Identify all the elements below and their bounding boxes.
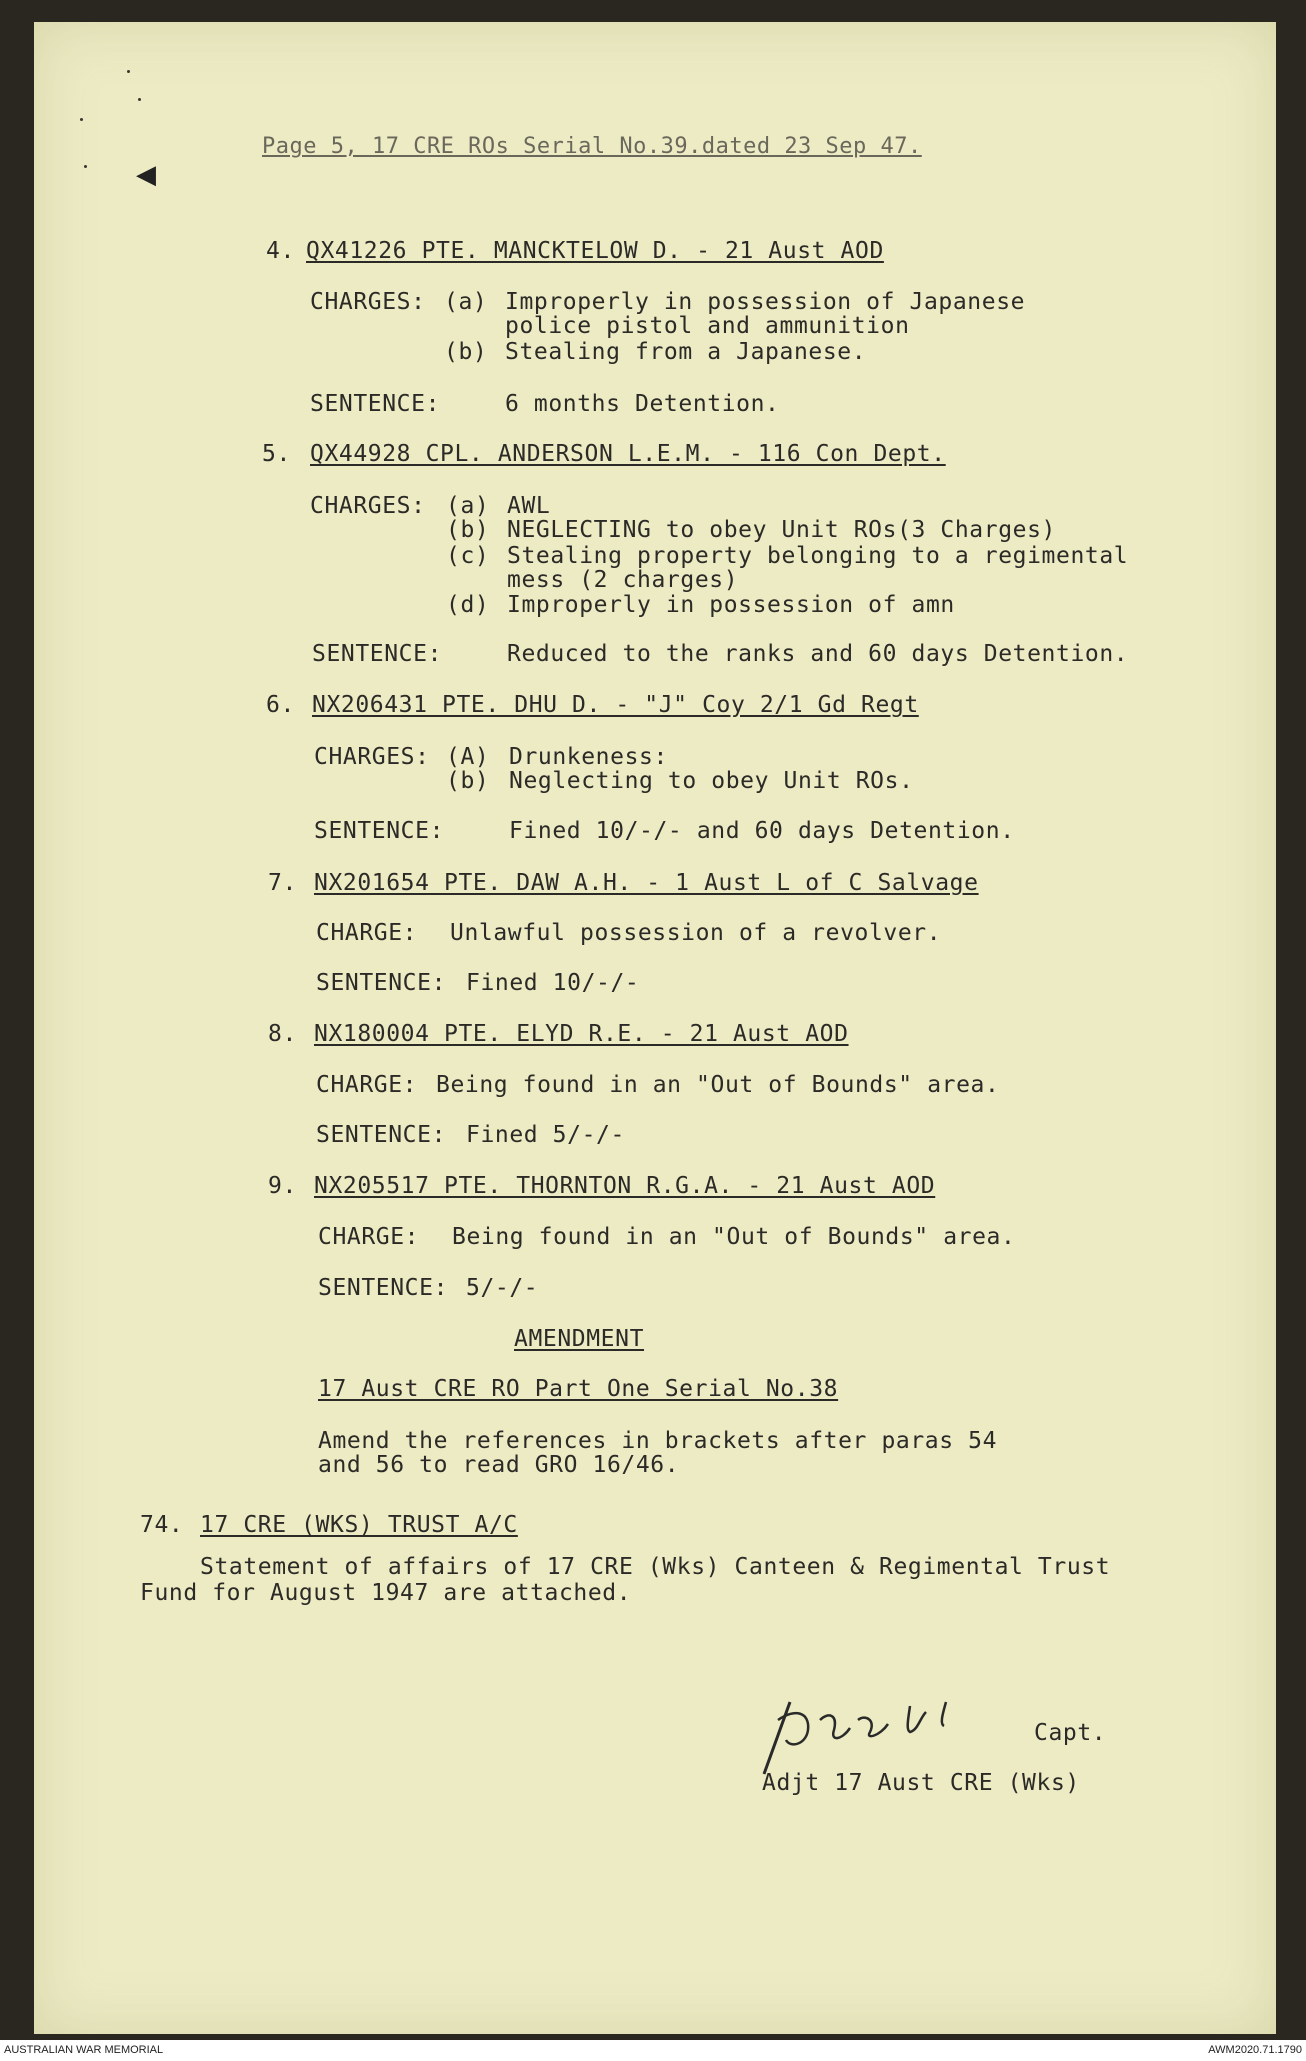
sentence-text: Fined 10/-/- and 60 days Detention. xyxy=(509,818,1015,844)
section-title: 17 CRE (WKS) TRUST A/C xyxy=(200,1512,518,1538)
item-title: NX206431 PTE. DHU D. - "J" Coy 2/1 Gd Regt xyxy=(312,692,919,718)
charges-label: CHARGES: xyxy=(310,289,426,315)
charge-letter: (d) xyxy=(446,592,490,618)
charge-letter: (b) xyxy=(446,517,490,543)
item-number: 7. xyxy=(268,870,297,896)
sentence-label: SENTENCE: xyxy=(312,641,443,667)
sentence-text: Fined 10/-/- xyxy=(466,970,640,996)
sentence-label: SENTENCE: xyxy=(316,1122,447,1148)
item-number: 9. xyxy=(268,1173,297,1199)
signature-role: Adjt 17 Aust CRE (Wks) xyxy=(762,1770,1080,1796)
charge-text: NEGLECTING to obey Unit ROs(3 Charges) xyxy=(507,517,1056,543)
charge-letter: (A) xyxy=(446,744,490,770)
signature-rank: Capt. xyxy=(1034,1720,1107,1746)
punch-mark xyxy=(127,70,130,73)
item-number: 5. xyxy=(262,441,291,467)
item-number: 8. xyxy=(268,1021,297,1047)
charge-text: Unlawful possession of a revolver. xyxy=(450,920,942,946)
footer-institution: AUSTRALIAN WAR MEMORIAL xyxy=(4,2044,164,2056)
charge-text: police pistol and ammunition xyxy=(505,313,910,339)
item-title: NX201654 PTE. DAW A.H. - 1 Aust L of C Salvage xyxy=(314,870,979,896)
sentence-label: SENTENCE: xyxy=(310,391,441,417)
sentence-label: SENTENCE: xyxy=(318,1275,449,1301)
charge-letter: (b) xyxy=(444,339,488,365)
sentence-label: SENTENCE: xyxy=(316,970,447,996)
section-number: 74. xyxy=(140,1512,184,1538)
charge-letter: (b) xyxy=(446,768,490,794)
sentence-text: Fined 5/-/- xyxy=(466,1122,625,1148)
charge-letter: (c) xyxy=(446,543,490,569)
section-line: Fund for August 1947 are attached. xyxy=(140,1580,632,1606)
amendment-line: and 56 to read GRO 16/46. xyxy=(318,1452,680,1478)
charge-text: Neglecting to obey Unit ROs. xyxy=(509,768,914,794)
section-line: Statement of affairs of 17 CRE (Wks) Canteen & Regimental Trust xyxy=(200,1554,1111,1580)
amendment-reference: 17 Aust CRE RO Part One Serial No.38 xyxy=(318,1376,839,1402)
charges-label: CHARGE: xyxy=(316,1072,418,1098)
charge-text: Improperly in possession of Japanese xyxy=(505,289,1026,315)
page-header: Page 5, 17 CRE ROs Serial No.39.dated 23 Sep 47. xyxy=(262,134,922,159)
amendment-heading: AMENDMENT xyxy=(514,1326,645,1352)
charges-label: CHARGE: xyxy=(318,1224,420,1250)
charges-label: CHARGES: xyxy=(314,744,430,770)
punch-mark xyxy=(84,165,87,168)
charges-label: CHARGES: xyxy=(310,493,426,519)
footer-bar xyxy=(0,2040,1306,2061)
charges-label: CHARGE: xyxy=(316,920,418,946)
staple-mark: ◀ xyxy=(136,160,156,190)
charge-letter: (a) xyxy=(444,289,488,315)
charge-text: Being found in an "Out of Bounds" area. xyxy=(452,1224,1016,1250)
item-number: 4. xyxy=(266,238,295,264)
handwritten-signature xyxy=(750,1690,1020,1780)
charge-letter: (a) xyxy=(446,493,490,519)
item-title: QX41226 PTE. MANCKTELOW D. - 21 Aust AOD xyxy=(306,238,884,264)
charge-text: Stealing from a Japanese. xyxy=(505,339,867,365)
punch-mark xyxy=(138,98,141,101)
sentence-text: 6 months Detention. xyxy=(505,391,780,417)
charge-text: Drunkeness: xyxy=(509,744,668,770)
item-title: NX180004 PTE. ELYD R.E. - 21 Aust AOD xyxy=(314,1021,849,1047)
sentence-text: Reduced to the ranks and 60 days Detention. xyxy=(507,641,1129,667)
charge-text: Being found in an "Out of Bounds" area. xyxy=(436,1072,1000,1098)
punch-mark xyxy=(80,118,83,121)
item-number: 6. xyxy=(266,692,295,718)
item-title: NX205517 PTE. THORNTON R.G.A. - 21 Aust AOD xyxy=(314,1173,936,1199)
charge-text: Stealing property belonging to a regimental xyxy=(507,543,1129,569)
footer-accession-number: AWM2020.71.1790 xyxy=(1208,2044,1302,2056)
amendment-line: Amend the references in brackets after paras 54 xyxy=(318,1428,998,1454)
sentence-label: SENTENCE: xyxy=(314,818,445,844)
charge-text: AWL xyxy=(507,493,551,519)
charge-text: mess (2 charges) xyxy=(507,567,739,593)
sentence-text: 5/-/- xyxy=(466,1275,539,1301)
charge-text: Improperly in possession of amn xyxy=(507,592,955,618)
item-title: QX44928 CPL. ANDERSON L.E.M. - 116 Con Dept. xyxy=(310,441,946,467)
